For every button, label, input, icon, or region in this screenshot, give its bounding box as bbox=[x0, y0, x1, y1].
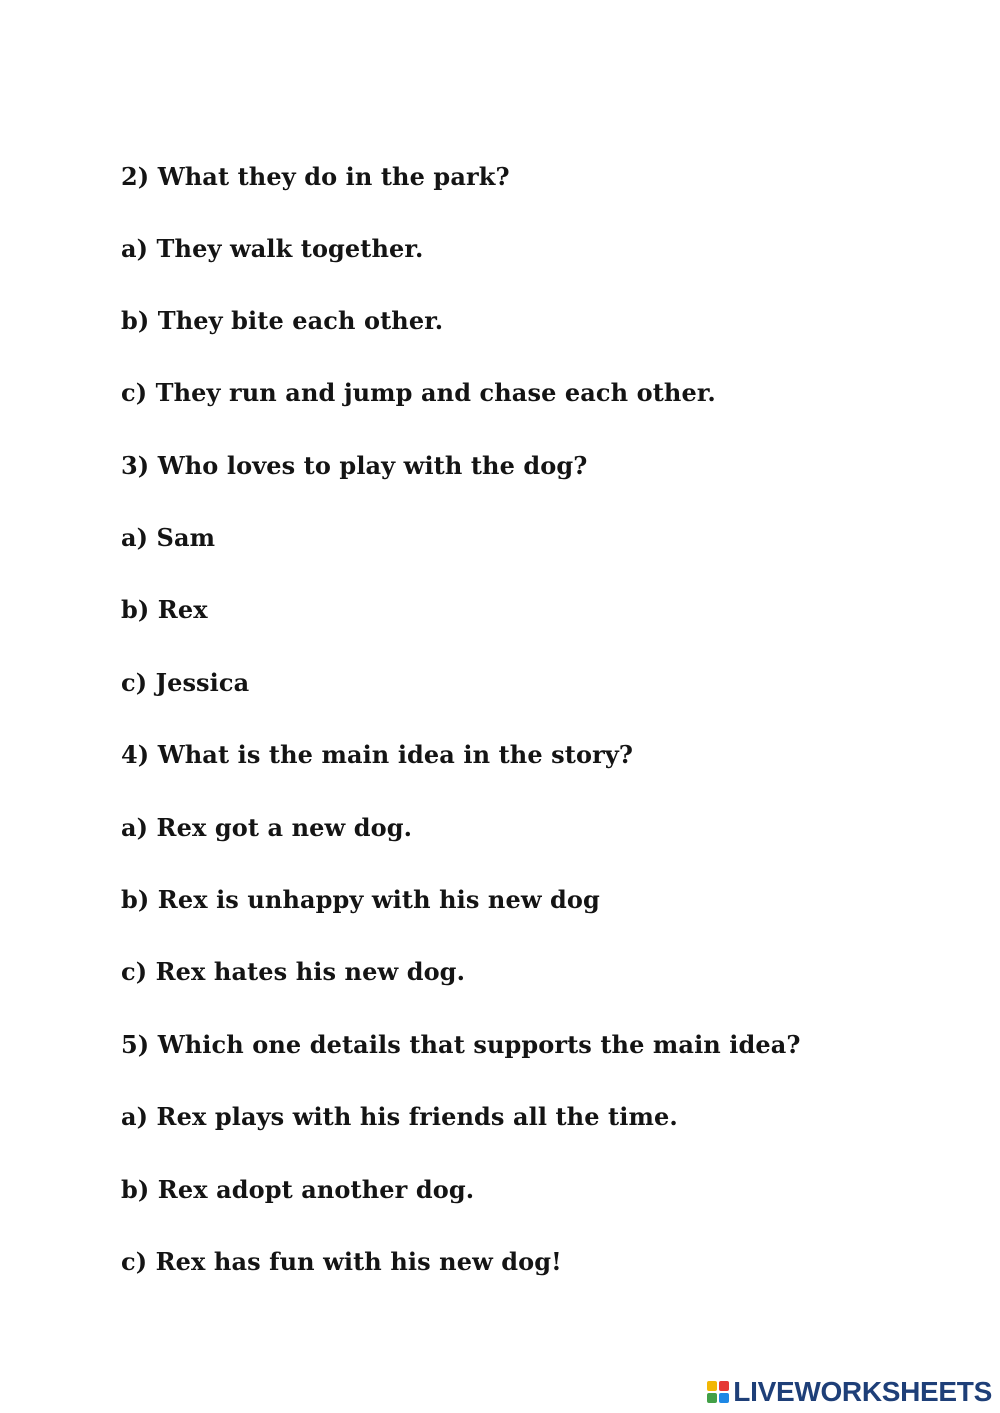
option-4c: c) Rex hates his new dog. bbox=[121, 957, 466, 986]
question-4: 4) What is the main idea in the story? bbox=[121, 740, 634, 769]
option-2b: b) They bite each other. bbox=[121, 306, 444, 335]
option-5a: a) Rex plays with his friends all the time. bbox=[121, 1102, 678, 1131]
brand-name: LIVEWORKSHEETS bbox=[733, 1376, 992, 1407]
option-4b: b) Rex is unhappy with his new dog bbox=[121, 885, 600, 914]
logo-square-blue bbox=[719, 1393, 729, 1403]
liveworksheets-brand bbox=[707, 1377, 992, 1407]
option-3a: a) Sam bbox=[121, 523, 216, 552]
logo-square-red bbox=[719, 1381, 729, 1391]
logo-square-green bbox=[707, 1393, 717, 1403]
option-3c: c) Jessica bbox=[121, 668, 250, 697]
option-4a: a) Rex got a new dog. bbox=[121, 813, 413, 842]
option-5b: b) Rex adopt another dog. bbox=[121, 1175, 475, 1204]
option-2c: c) They run and jump and chase each other. bbox=[121, 378, 716, 407]
question-3: 3) Who loves to play with the dog? bbox=[121, 451, 588, 480]
question-5: 5) Which one details that supports the main idea? bbox=[121, 1030, 801, 1059]
option-5c: c) Rex has fun with his new dog! bbox=[121, 1247, 562, 1276]
question-2: 2) What they do in the park? bbox=[121, 162, 510, 191]
liveworksheets-logo-icon bbox=[707, 1381, 729, 1403]
option-2a: a) They walk together. bbox=[121, 234, 424, 263]
logo-square-yellow bbox=[707, 1381, 717, 1391]
option-3b: b) Rex bbox=[121, 595, 208, 624]
